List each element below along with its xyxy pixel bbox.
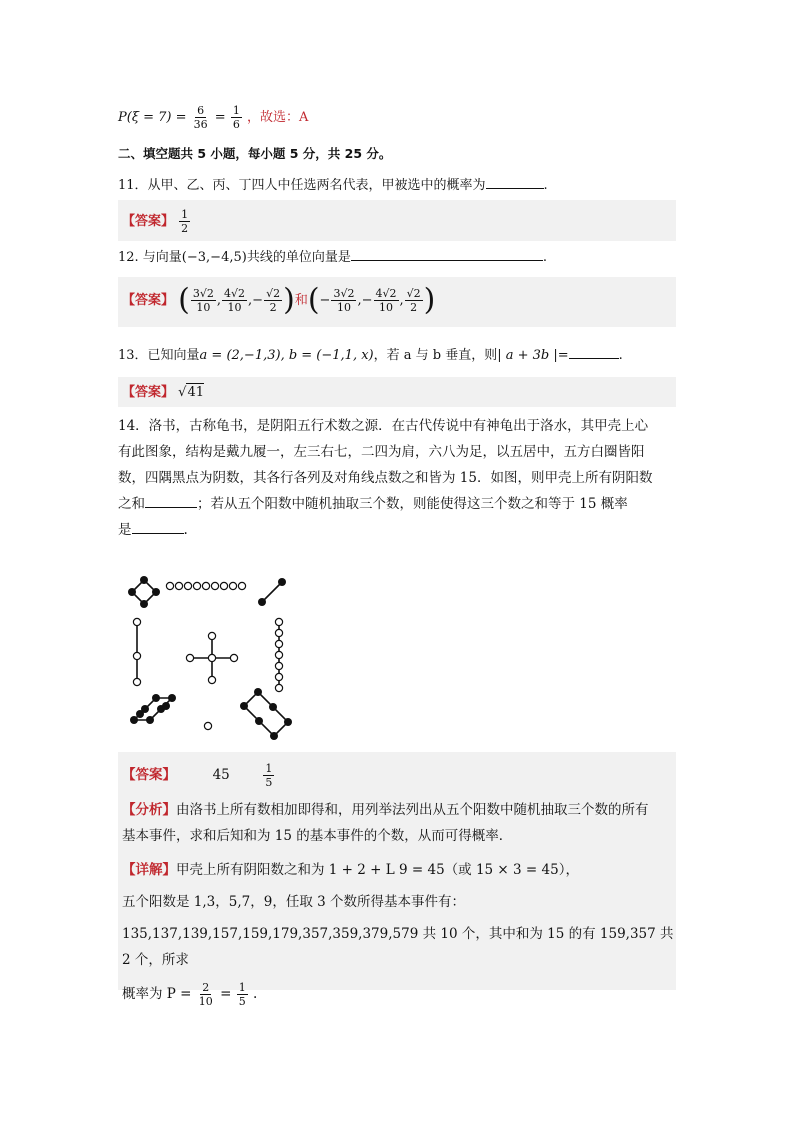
fraction: $\frac{6}{36}$: [193, 104, 208, 131]
fraction: $\frac{4√2}{10}$: [375, 287, 397, 314]
fraction: $\frac{3√2}{10}$: [333, 287, 355, 314]
answer-box-12: 【答案】 ( $\frac{3√2}{10}$ , $\frac{4√2}{10}$ ,− $\frac{√2}{2}$ )和(− $\frac{3√2}{10}$ ,− $\frac{4√2}{10}$ , $\frac{√2}{2}$ ): [118, 277, 676, 327]
answer-box-14: 【答案】 45 $\frac{1}{5}$ 【分析】由洛书上所有数相加即得和，用列举法列出从五个阳数中随机抽取三个数的所有 基本事件，求和后知和为 15 的基本事件的个数，从而可得概率． 【详解】甲壳上所有阴阳数之和为 1 + 2 + L 9 = 45（或 15 × 3 = 45）， 五个阳数是 1,3，5,7，9，任取 3 个数所得基本事件有： 135,137,139,157,159,179,357,359,379,579 共 10 个，其中和为 15 的有 159,357 共 2 个，所求 概率为 P = $\frac{2}{10}$ = $\frac{1}{5}$ .: [118, 752, 676, 990]
q14-line: 是 .: [118, 522, 188, 538]
fraction: $\frac{1}{5}$: [238, 981, 246, 1008]
fraction: $\frac{1}{2}$: [181, 208, 189, 235]
fraction: $\frac{4√2}{10}$: [224, 287, 246, 314]
answer-label: 【答案】: [122, 385, 175, 400]
answer-box-13: 【答案】 √41: [118, 377, 676, 407]
fraction: $\frac{1}{5}$: [265, 762, 273, 789]
prob-lhs: P(ξ = 7) =: [118, 110, 187, 125]
answer-label: 【答案】: [122, 767, 176, 783]
question-12: 12. 与向量(−3,−4,5)共线的单位向量是 .: [118, 250, 547, 265]
detail-label: 【详解】: [122, 862, 176, 878]
answer-blank: [569, 346, 619, 359]
answer-blank: [351, 248, 543, 261]
question-11: 11．从甲、乙、丙、丁四人中任选两名代表，甲被选中的概率为 .: [118, 178, 548, 193]
question-13: 13．已知向量a = (2,−1,3), b = (−1,1, x)，若 a 与 b 垂直，则| a + 3b |= .: [118, 348, 623, 363]
fraction: $\frac{1}{6}$: [232, 104, 240, 131]
fraction: $\frac{3√2}{10}$: [192, 287, 214, 314]
q14-line: 数，四隅黑点为阴数，其各行各列及对角线点数之和皆为 15．如图，则甲壳上所有阴阳数: [118, 470, 653, 486]
answer-label: 【答案】: [122, 214, 175, 229]
answer-sum: 45: [212, 767, 230, 783]
question-14: [118, 413, 676, 543]
sqrt-answer: 41: [187, 385, 204, 400]
q14-line: 有此图象，结构是戴九履一，左三右七，二四为肩，六八为足，以五居中，五方白圈皆阳: [118, 444, 645, 460]
and-word: 和: [294, 293, 308, 308]
answer-blank: [145, 495, 197, 508]
luoshu-diagram: [124, 570, 300, 742]
fraction: $\frac{2}{10}$: [198, 981, 213, 1008]
answer-label: 【答案】: [122, 293, 175, 308]
choice-text: ，故选：A: [246, 110, 309, 125]
q14-line: 之和 ；若从五个阳数中随机抽取三个数，则能使得这三个数之和等于 15 概率: [118, 496, 628, 512]
fraction: $\frac{√2}{2}$: [406, 287, 421, 314]
vector-expression: a = (2,−1,3), b = (−1,1, x): [199, 348, 374, 363]
fraction: $\frac{√2}{2}$: [266, 287, 281, 314]
answer-blank: [132, 521, 184, 534]
previous-answer-line: P(ξ = 7) = $\frac{6}{36}$ = $\frac{1}{6}$ ，故选：A: [118, 104, 309, 131]
answer-blank: [486, 176, 544, 189]
section-heading: 二、填空题共 5 小题，每小题 5 分，共 25 分。: [118, 146, 392, 161]
answer-box-11: [118, 200, 676, 241]
analysis-label: 【分析】: [122, 802, 176, 818]
q14-line: 14．洛书，古称龟书，是阴阳五行术数之源．在古代传说中有神龟出于洛水，其甲壳上心: [118, 418, 649, 434]
